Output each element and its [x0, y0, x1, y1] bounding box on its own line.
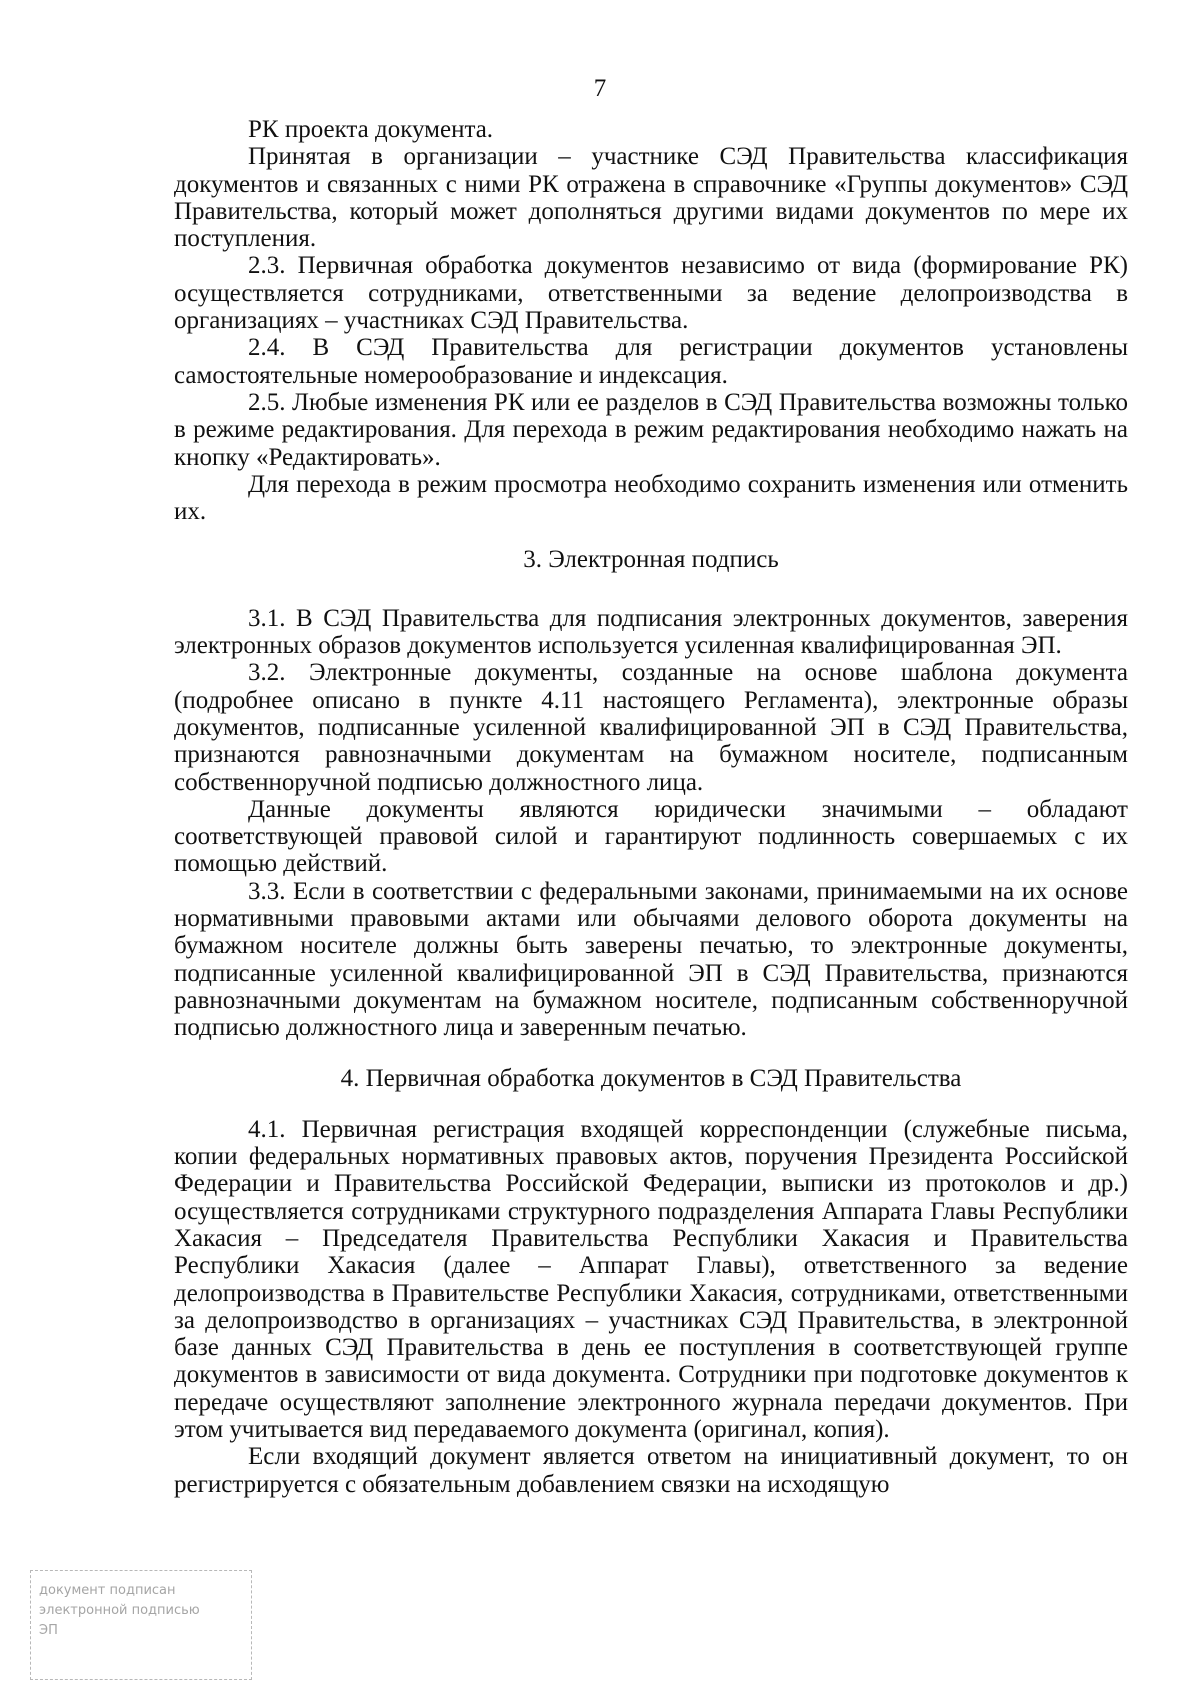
paragraph: Если входящий документ является ответом на инициативный документ, то он регистрируется с обязательным добавлением связки на исходящую [174, 1443, 1128, 1498]
paragraph: Принятая в организации – участнике СЭД Правительства классификация документов и связанных с ними РК отражена в справочнике «Группы документов» СЭД Правительства, который может дополняться другими видами документов по мере их поступления. [174, 143, 1128, 253]
section-heading: 3. Электронная подпись [523, 546, 779, 574]
paragraph: Данные документы являются юридически значимыми – обладают соответствующей правовой силой и гарантируют подлинность совершаемых с их помощью действий. [174, 795, 1128, 878]
stamp-line: электронной подписью [39, 1603, 200, 1618]
paragraph: 4.1. Первичная регистрация входящей корреспонденции (служебные письма, копии федеральных нормативных правовых актов, поручения Президента Российской Федерации и Правительства Российской Федерации, выписки из протоколов и др.) осуществляется сотрудниками структурного подразделения Аппарата Главы Республики Хакасия – Председателя Правительства Республики Хакасия и Правительства Республики Хакасия (далее – Аппарат Главы), ответственного за ведение делопроизводства в Правительстве Республики Хакасия, сотрудниками, ответственными за делопроизводство в организациях – участниках СЭД Правительства, в электронной базе данных СЭД Правительства в день ее поступления в соответствующей группе документов в зависимости от вида документа. Сотрудники при подготовке документов к передаче осуществляют заполнение электронного журнала передачи документов. При этом учитывается вид передаваемого документа (оригинал, копия). [174, 1115, 1128, 1444]
document-body [174, 116, 1128, 1498]
paragraph: РК проекта документа. [248, 116, 494, 143]
page-number: 7 [593, 75, 607, 102]
paragraph: 2.4. В СЭД Правительства для регистрации документов установлены самостоятельные номерообразование и индексация. [174, 334, 1128, 389]
stamp-line: документ подписан [39, 1583, 176, 1598]
section-heading: 4. Первичная обработка документов в СЭД Правительства [340, 1064, 962, 1092]
stamp-line: ЭП [39, 1623, 58, 1638]
paragraph: 2.5. Любые изменения РК или ее разделов в СЭД Правительства возможны только в режиме редактирования. Для перехода в режим редактирования необходимо нажать на кнопку «Редактировать». [174, 388, 1128, 471]
paragraph: 3.2. Электронные документы, созданные на основе шаблона документа (подробнее описано в пункте 4.11 настоящего Регламента), электронные образы документов, подписанные усиленной квалифицированной ЭП в СЭД Правительства, признаются равнозначными документам на бумажном носителе, подписанным собственноручной подписью должностного лица. [174, 659, 1128, 796]
paragraph: 3.1. В СЭД Правительства для подписания электронных документов, заверения электронных образов документов используется усиленная квалифицированная ЭП. [174, 604, 1128, 660]
paragraph: 2.3. Первичная обработка документов независимо от вида (формирование РК) осуществляется сотрудниками, ответственными за ведение делопроизводства в организациях – участниках СЭД Правительства. [174, 252, 1128, 335]
paragraph: 3.3. Если в соответствии с федеральными законами, принимаемыми на их основе нормативными правовыми актами или обычаями делового оборота документы на бумажном носителе должны быть заверены печатью, то электронные документы, подписанные усиленной квалифицированной ЭП в СЭД Правительства, признаются равнозначными документам на бумажном носителе, подписанным собственноручной подписью должностного лица и заверенным печатью. [174, 877, 1128, 1042]
signature-stamp [30, 1570, 252, 1680]
paragraph: Для перехода в режим просмотра необходимо сохранить изменения или отменить их. [174, 470, 1128, 526]
